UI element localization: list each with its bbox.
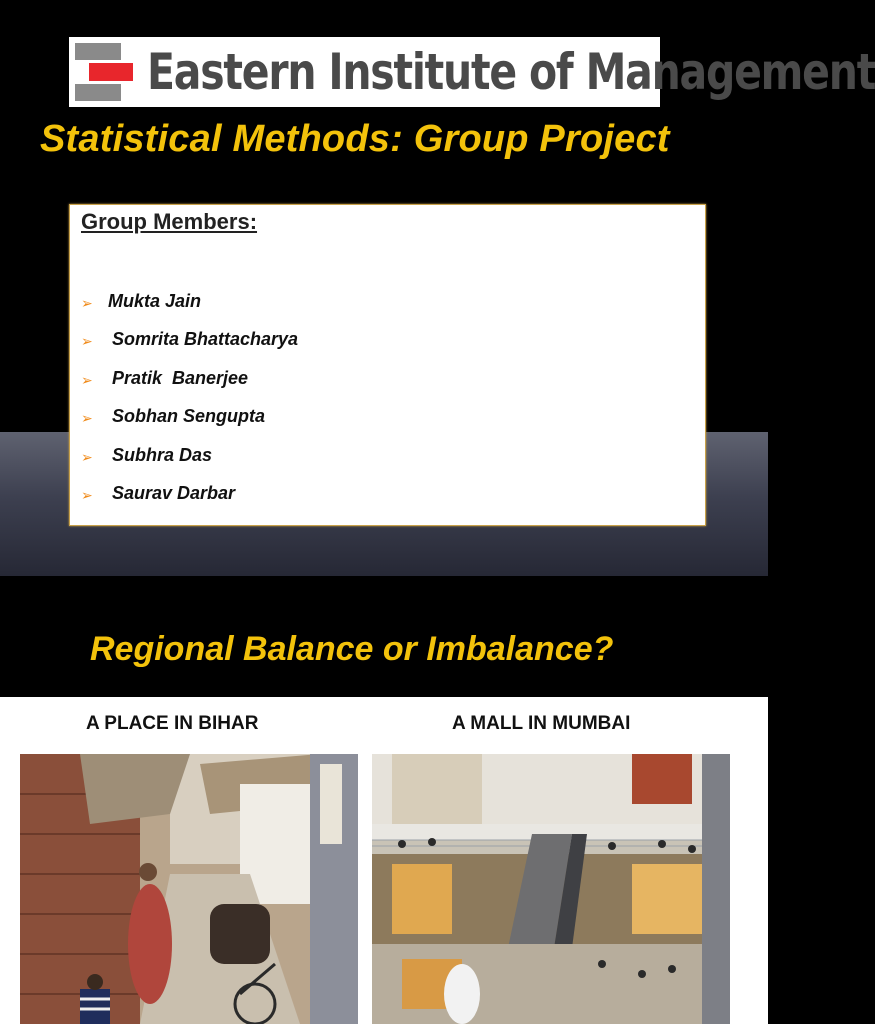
bihar-photo	[20, 754, 358, 1024]
list-item	[70, 329, 690, 359]
member-name: Saurav Darbar	[112, 483, 236, 503]
member-name: Somrita Bhattacharya	[112, 329, 299, 349]
comparison-panel	[0, 697, 768, 1024]
arrow-bullet-icon: ➢	[81, 295, 93, 311]
member-name: Mukta Jain	[108, 291, 202, 311]
slide-title: Statistical Methods: Group Project	[40, 118, 670, 160]
members-heading: Group Members:	[81, 209, 258, 234]
logo-text: Eastern Institute of Management	[147, 43, 875, 101]
right-caption: A MALL IN MUMBAI	[452, 713, 631, 734]
members-box	[69, 204, 706, 526]
arrow-bullet-icon: ➢	[81, 410, 93, 426]
list-item	[70, 368, 690, 398]
arrow-bullet-icon: ➢	[81, 333, 93, 349]
member-name: Subhra Das	[112, 445, 213, 465]
member-name: Pratik Banerjee	[112, 368, 249, 388]
list-item	[70, 483, 690, 513]
list-item	[70, 406, 690, 436]
slide-title-2: Regional Balance or Imbalance?	[90, 630, 614, 668]
slide-2	[0, 576, 768, 1024]
logo-mark-icon	[75, 43, 133, 101]
member-name: Sobhan Sengupta	[112, 406, 265, 426]
institute-logo	[69, 37, 875, 107]
mumbai-mall-photo	[372, 754, 730, 1024]
arrow-bullet-icon: ➢	[81, 372, 93, 388]
arrow-bullet-icon: ➢	[81, 487, 93, 503]
list-item	[70, 445, 690, 475]
left-caption: A PLACE IN BIHAR	[86, 713, 259, 734]
list-item	[70, 291, 690, 321]
arrow-bullet-icon: ➢	[81, 449, 93, 465]
